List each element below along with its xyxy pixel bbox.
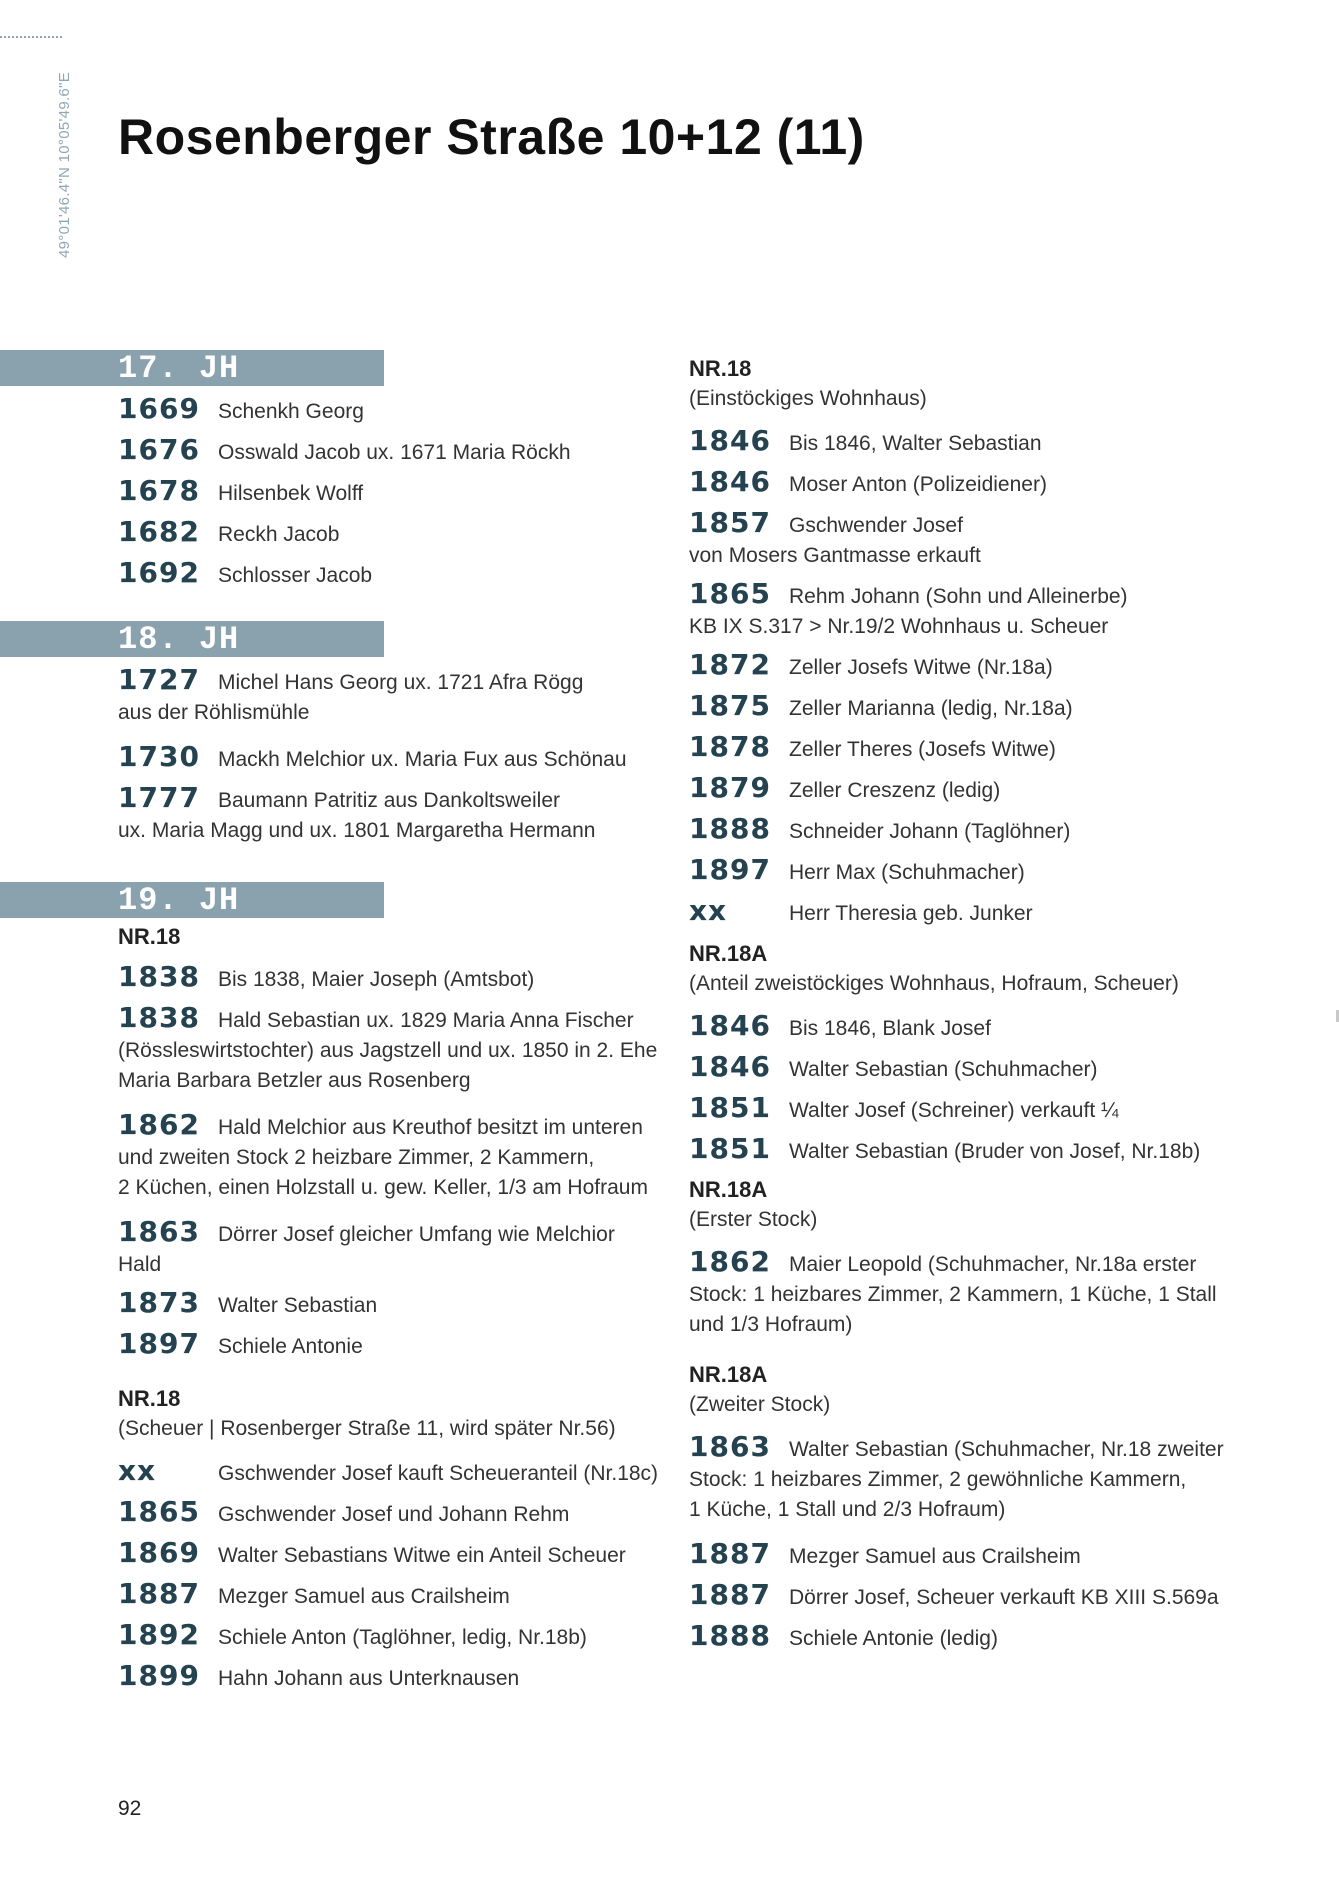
entry-text: Bis 1846, Walter Sebastian [789, 432, 1042, 455]
list-item [689, 855, 1249, 888]
century-band-18: 18. JH [0, 621, 384, 657]
entry-text: Schiele Antonie [218, 1335, 363, 1358]
list-item [689, 650, 1249, 683]
entry-year: 1863 [118, 1215, 200, 1248]
page-number: 92 [118, 1797, 142, 1820]
list-item [118, 1579, 660, 1612]
section-subtitle: (Zweiter Stock) [689, 1393, 831, 1416]
entry-text: Zeller Josefs Witwe (Nr.18a) [789, 656, 1053, 679]
entry-year: 1887 [118, 1577, 200, 1610]
list-item [689, 691, 1249, 724]
nr18a-erster-stock-section [689, 1175, 1249, 1340]
list-item [689, 1247, 1249, 1340]
entry-text: Schiele Anton (Taglöhner, ledig, Nr.18b) [218, 1626, 587, 1649]
entry-text-cont: und 1/3 Hofraum) [689, 1313, 853, 1336]
entry-year: 1727 [118, 663, 200, 696]
entry-text-cont: KB IX S.317 > Nr.19/2 Wohnhaus u. Scheuer [689, 615, 1109, 638]
entry-text: Bis 1838, Maier Joseph (Amtsbot) [218, 968, 535, 991]
entry-year: 1888 [689, 1619, 771, 1652]
entry-text-cont: 1 Küche, 1 Stall und 2/3 Hofraum) [689, 1498, 1006, 1521]
entry-year: 1865 [689, 577, 771, 610]
list-item [689, 1580, 1249, 1613]
gps-coordinates: 49°01'46.4"N 10°05'49.6"E [56, 71, 73, 258]
entry-text: Mezger Samuel aus Crailsheim [218, 1585, 510, 1608]
entry-year: 1846 [689, 1050, 771, 1083]
entry-text: Dörrer Josef, Scheuer verkauft KB XIII S.569a [789, 1586, 1219, 1609]
entry-text: Dörrer Josef gleicher Umfang wie Melchior Hald [118, 1223, 615, 1276]
list-item [118, 517, 660, 550]
century-19-list [118, 922, 660, 1694]
entry-text: Mezger Samuel aus Crailsheim [789, 1545, 1081, 1568]
list-item [689, 896, 1249, 929]
entry-text: Gschwender Josef [789, 514, 963, 537]
entry-text-cont: 2 Küchen, einen Holzstall u. gew. Keller, 1/3 am Hofraum [118, 1176, 648, 1199]
entry-text-cont: ux. Maria Magg und ux. 1801 Margaretha Hermann [118, 819, 596, 842]
entry-text: Hald Melchior aus Kreuthof besitzt im unteren [218, 1116, 643, 1139]
entry-text: Baumann Patritiz aus Dankoltsweiler [218, 789, 560, 812]
list-item [689, 426, 1249, 459]
list-item [689, 1539, 1249, 1572]
list-item [118, 476, 660, 509]
nr18a-zweiter-stock-section [689, 1360, 1249, 1654]
entry-text: Zeller Creszenz (ledig) [789, 779, 1001, 802]
list-item [118, 665, 660, 728]
list-item [118, 962, 660, 995]
entry-text: Schlosser Jacob [218, 564, 373, 587]
entry-text: Herr Theresia geb. Junker [789, 902, 1033, 925]
entry-text: Walter Josef (Schreiner) verkauft ¼ [789, 1099, 1119, 1122]
entry-year: 1862 [689, 1245, 771, 1278]
entry-year: 1865 [118, 1495, 200, 1528]
entry-year: 1878 [689, 730, 771, 763]
nr18a-anteil-section [689, 939, 1249, 1167]
list-item [689, 1621, 1249, 1654]
entry-year: 1846 [689, 424, 771, 457]
century-17-list [118, 394, 660, 591]
entry-year: 1857 [689, 506, 771, 539]
entry-year: 1838 [118, 960, 200, 993]
entry-text-cont: Maria Barbara Betzler aus Rosenberg [118, 1069, 471, 1092]
list-item [689, 732, 1249, 765]
entry-year: 1682 [118, 515, 200, 548]
list-item [118, 742, 660, 775]
entry-year: 1862 [118, 1108, 200, 1141]
entry-text: Michel Hans Georg ux. 1721 Afra Rögg [218, 671, 584, 694]
entry-year: 1897 [689, 853, 771, 886]
entry-text-cont: aus der Röhlismühle [118, 701, 310, 724]
list-item [689, 814, 1249, 847]
century-band-19: 19. JH [0, 882, 384, 918]
entry-year: 1851 [689, 1091, 771, 1124]
entry-text-cont: von Mosers Gantmasse erkauft [689, 544, 981, 567]
entry-text: Walter Sebastians Witwe ein Anteil Scheuer [218, 1544, 626, 1567]
list-item [689, 1432, 1249, 1525]
century-18-list [118, 665, 660, 846]
entry-text: Rehm Johann (Sohn und Alleinerbe) [789, 585, 1128, 608]
list-item [689, 1134, 1249, 1167]
list-item [118, 1110, 660, 1203]
entry-year: 1863 [689, 1430, 771, 1463]
entry-year: 1899 [118, 1659, 200, 1692]
left-column [0, 350, 660, 1702]
section-subtitle: (Anteil zweistöckiges Wohnhaus, Hofraum, Scheuer) [689, 972, 1179, 995]
entry-text: Gschwender Josef kauft Scheueranteil (Nr.18c) [218, 1462, 659, 1485]
entry-year: 1669 [118, 392, 200, 425]
list-item [118, 558, 660, 591]
section-label: NR.18 [118, 1386, 181, 1411]
list-item [118, 1538, 660, 1571]
list-item [689, 1011, 1249, 1044]
entry-year: 1888 [689, 812, 771, 845]
entry-text: Reckh Jacob [218, 523, 340, 546]
entry-text-cont: Stock: 1 heizbares Zimmer, 2 Kammern, 1 Küche, 1 Stall [689, 1283, 1217, 1306]
entry-year: 1676 [118, 433, 200, 466]
section-subtitle: (Scheuer | Rosenberger Straße 11, wird später Nr.56) [118, 1417, 616, 1440]
entry-year: 1678 [118, 474, 200, 507]
entry-year: 1692 [118, 556, 200, 589]
entry-year: 1869 [118, 1536, 200, 1569]
dotted-rule [0, 36, 62, 38]
entry-text: Hald Sebastian ux. 1829 Maria Anna Fischer [218, 1009, 634, 1032]
scheuer-section [118, 1384, 660, 1694]
list-item [118, 1497, 660, 1530]
list-item [118, 394, 660, 427]
section-subtitle: (Einstöckiges Wohnhaus) [689, 387, 927, 410]
entry-text: Osswald Jacob ux. 1671 Maria Röckh [218, 441, 571, 464]
section-subtitle: (Erster Stock) [689, 1208, 818, 1231]
entry-text: Moser Anton (Polizeidiener) [789, 473, 1047, 496]
entry-text: Schneider Johann (Taglöhner) [789, 820, 1071, 843]
entry-text: Bis 1846, Blank Josef [789, 1017, 991, 1040]
entry-text: Herr Max (Schuhmacher) [789, 861, 1025, 884]
entry-year: 1875 [689, 689, 771, 722]
entry-year: 1846 [689, 1009, 771, 1042]
entry-text: Schenkh Georg [218, 400, 364, 423]
section-label: NR.18A [689, 1177, 768, 1202]
list-item [689, 1052, 1249, 1085]
entry-year: 1872 [689, 648, 771, 681]
nr18-wohnhaus-section [689, 354, 1249, 929]
entry-text: Gschwender Josef und Johann Rehm [218, 1503, 570, 1526]
entry-text-cont: und zweiten Stock 2 heizbare Zimmer, 2 Kammern, [118, 1146, 595, 1169]
entry-text-cont: Stock: 1 heizbares Zimmer, 2 gewöhnliche Kammern, [689, 1468, 1187, 1491]
entry-year: 1846 [689, 465, 771, 498]
entry-text: Zeller Theres (Josefs Witwe) [789, 738, 1056, 761]
list-item [118, 1288, 660, 1321]
entry-year: 1887 [689, 1537, 771, 1570]
entry-text: Schiele Antonie (ledig) [789, 1627, 998, 1650]
section-label: NR.18 [118, 924, 181, 949]
entry-year: 1851 [689, 1132, 771, 1165]
entry-text: Hilsenbek Wolff [218, 482, 364, 505]
entry-year: 1873 [118, 1286, 200, 1319]
entry-text: Mackh Melchior ux. Maria Fux aus Schönau [218, 748, 627, 771]
list-item [689, 773, 1249, 806]
section-label: NR.18 [689, 356, 752, 381]
entry-text: Maier Leopold (Schuhmacher, Nr.18a erster [789, 1253, 1197, 1276]
entry-text: Zeller Marianna (ledig, Nr.18a) [789, 697, 1073, 720]
entry-year: 1887 [689, 1578, 771, 1611]
list-item [689, 508, 1249, 571]
page-title: Rosenberger Straße 10+12 (11) [118, 109, 865, 165]
list-item [118, 1217, 660, 1280]
entry-text: Walter Sebastian (Bruder von Josef, Nr.18b) [789, 1140, 1201, 1163]
list-item [118, 1620, 660, 1653]
entry-text: Hahn Johann aus Unterknausen [218, 1667, 520, 1690]
right-column [689, 350, 1249, 1662]
entry-text-cont: (Rössleswirtstochter) aus Jagstzell und ux. 1850 in 2. Ehe [118, 1039, 658, 1062]
entry-year: xx [118, 1454, 157, 1487]
list-item [118, 1456, 660, 1489]
entry-year: xx [689, 894, 728, 927]
entry-text: Walter Sebastian (Schuhmacher, Nr.18 zweiter [789, 1438, 1224, 1461]
entry-text: Walter Sebastian [218, 1294, 378, 1317]
entry-year: 1838 [118, 1001, 200, 1034]
entry-year: 1730 [118, 740, 200, 773]
list-item [118, 1661, 660, 1694]
list-item [118, 783, 660, 846]
entry-year: 1897 [118, 1327, 200, 1360]
section-label: NR.18A [689, 941, 768, 966]
list-item [689, 467, 1249, 500]
list-item [689, 579, 1249, 642]
entry-text: Walter Sebastian (Schuhmacher) [789, 1058, 1098, 1081]
list-item [118, 435, 660, 468]
list-item [118, 1003, 660, 1096]
century-band-17: 17. JH [0, 350, 384, 386]
entry-year: 1892 [118, 1618, 200, 1651]
list-item [118, 1329, 660, 1362]
entry-year: 1879 [689, 771, 771, 804]
section-label: NR.18A [689, 1362, 768, 1387]
list-item [689, 1093, 1249, 1126]
entry-year: 1777 [118, 781, 200, 814]
